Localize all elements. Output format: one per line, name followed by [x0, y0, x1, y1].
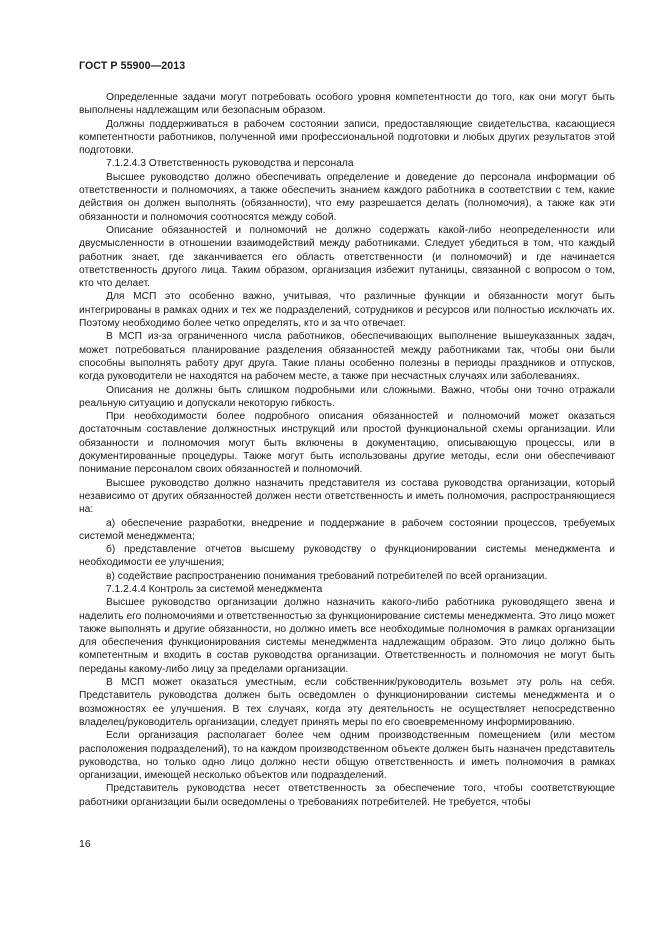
standard-designation: ГОСТ Р 55900—2013	[79, 60, 186, 72]
page-number: 16	[79, 838, 91, 850]
paragraph: Высшее руководство должно обеспечивать определение и доведение до персонала информации об ответственности и полномочиях, а также обеспечить знанием каждого работника в соответствии с тем, какие действия он должен выполнять (обязанности), что ему разрешается делать (полномочия), а также как эти обязанности и полномочия соотносятся между собой.	[79, 171, 615, 223]
section-heading: 7.1.2.4.3 Ответственность руководства и персонала	[106, 158, 354, 170]
paragraph: Описания не должны быть слишком подробными или сложными. Важно, чтобы они точно отражали реальную ситуацию и допускали некоторую гибкость.	[79, 384, 615, 409]
paragraph: Определенные задачи могут потребовать особого уровня компетентности до того, как они могут быть выполнены надлежащим или безопасным образом.	[79, 92, 615, 117]
paragraph: Высшее руководство должно назначить представителя из состава руководства организации, который независимо от других обязанностей должен нести ответственность и иметь полномочия, распространяющиеся на:	[79, 477, 615, 516]
paragraph: Высшее руководство организации должно назначить какого-либо работника руководящего звена и наделить его полномочиями и ответственностью за функционирование системы менеджмента. Это лицо может также выполнять и другие обязанности, но должно иметь все необходимые полномочия в рамках организации для обеспечения функционирования системы менеджмента надлежащим образом. Это лицо должно быть компетентным и входить в состав руководства организации. Ответственность и полномочия не могут быть переданы какому-либо лицу за пределами организации.	[79, 597, 615, 675]
paragraph: Описание обязанностей и полномочий не должно содержать какой-либо неопределенности или двусмысленности в отношении взаимодействий между работниками. Следует убедиться в том, что каждый работник знает, где заканчивается его область ответственности (и полномочий) и где начинается ответственность другого лица. Таким образом, организация избежит путаницы, связанной с вопросом о том, кто что делает.	[79, 224, 615, 290]
paragraph: Должны поддерживаться в рабочем состоянии записи, предоставляющие свидетельства, касающиеся компетентности работников, полученной ими профессиональной подготовки и любых других результатов этой подготовки.	[79, 118, 615, 157]
section-heading: 7.1.2.4.4 Контроль за системой менеджмента	[106, 583, 323, 595]
paragraph: В МСП из-за ограниченного числа работников, обеспечивающих выполнение вышеуказанных задач, может потребоваться планирование разделения обязанностей между работниками так, чтобы они были способны выполнять работу друг друга. Такие планы особенно полезны в периоды праздников и отпусков, когда руководители не находятся на рабочем месте, а также при несчастных случаях или заболеваниях.	[79, 331, 615, 383]
list-item: б) представление отчетов высшему руководству о функционировании системы менеджмента и необходимости ее улучшения;	[79, 544, 615, 569]
paragraph: При необходимости более подробного описания обязанностей и полномочий может оказаться достаточным составление должностных инструкций или простой функциональной схемы организации. Или обязанности и полномочия могут быть включены в документацию, описывающую процессы, или в документированные процедуры. Также могут быть использованы другие методы, если они обеспечивают понимание персоналом своих обязанностей и полномочий.	[79, 411, 615, 476]
paragraph: Если организация располагает более чем одним производственным помещением (или местом расположения подразделений), то на каждом производственном объекте должен быть назначен представитель руководства, но только одно лицо должно нести общую ответственность и иметь полномочия в рамках организации, имеющей несколько объектов или подразделений.	[79, 730, 615, 782]
paragraph: Представитель руководства несет ответственность за обеспечение того, чтобы соответствующие работники организации были осведомлены о требованиях потребителей. Не требуется, чтобы	[79, 783, 615, 808]
body-text	[79, 91, 615, 809]
list-item: в) содействие распространению понимания требований потребителей по всей организации.	[106, 570, 548, 582]
paragraph: В МСП может оказаться уместным, если собственник/руководитель возьмет эту роль на себя. Представитель руководства должен быть осведомлен о функционировании системы менеджмента и о возможностях ее улучшения. В тех случаях, когда эту деятельность не осуществляет непосредственно владелец/руководитель организации, следует принять меры по его своевременному информированию.	[79, 677, 615, 728]
paragraph: Для МСП это особенно важно, учитывая, что различные функции и обязанности могут быть интегрированы в рамках одних и тех же подразделений, сотрудников и ресурсов или полностью исключать их. Поэтому необходимо более четко определять, кто и за что отвечает.	[79, 291, 615, 330]
list-item: а) обеспечение разработки, внедрение и поддержание в рабочем состоянии процессов, требуемых системой менеджмента;	[79, 517, 615, 542]
